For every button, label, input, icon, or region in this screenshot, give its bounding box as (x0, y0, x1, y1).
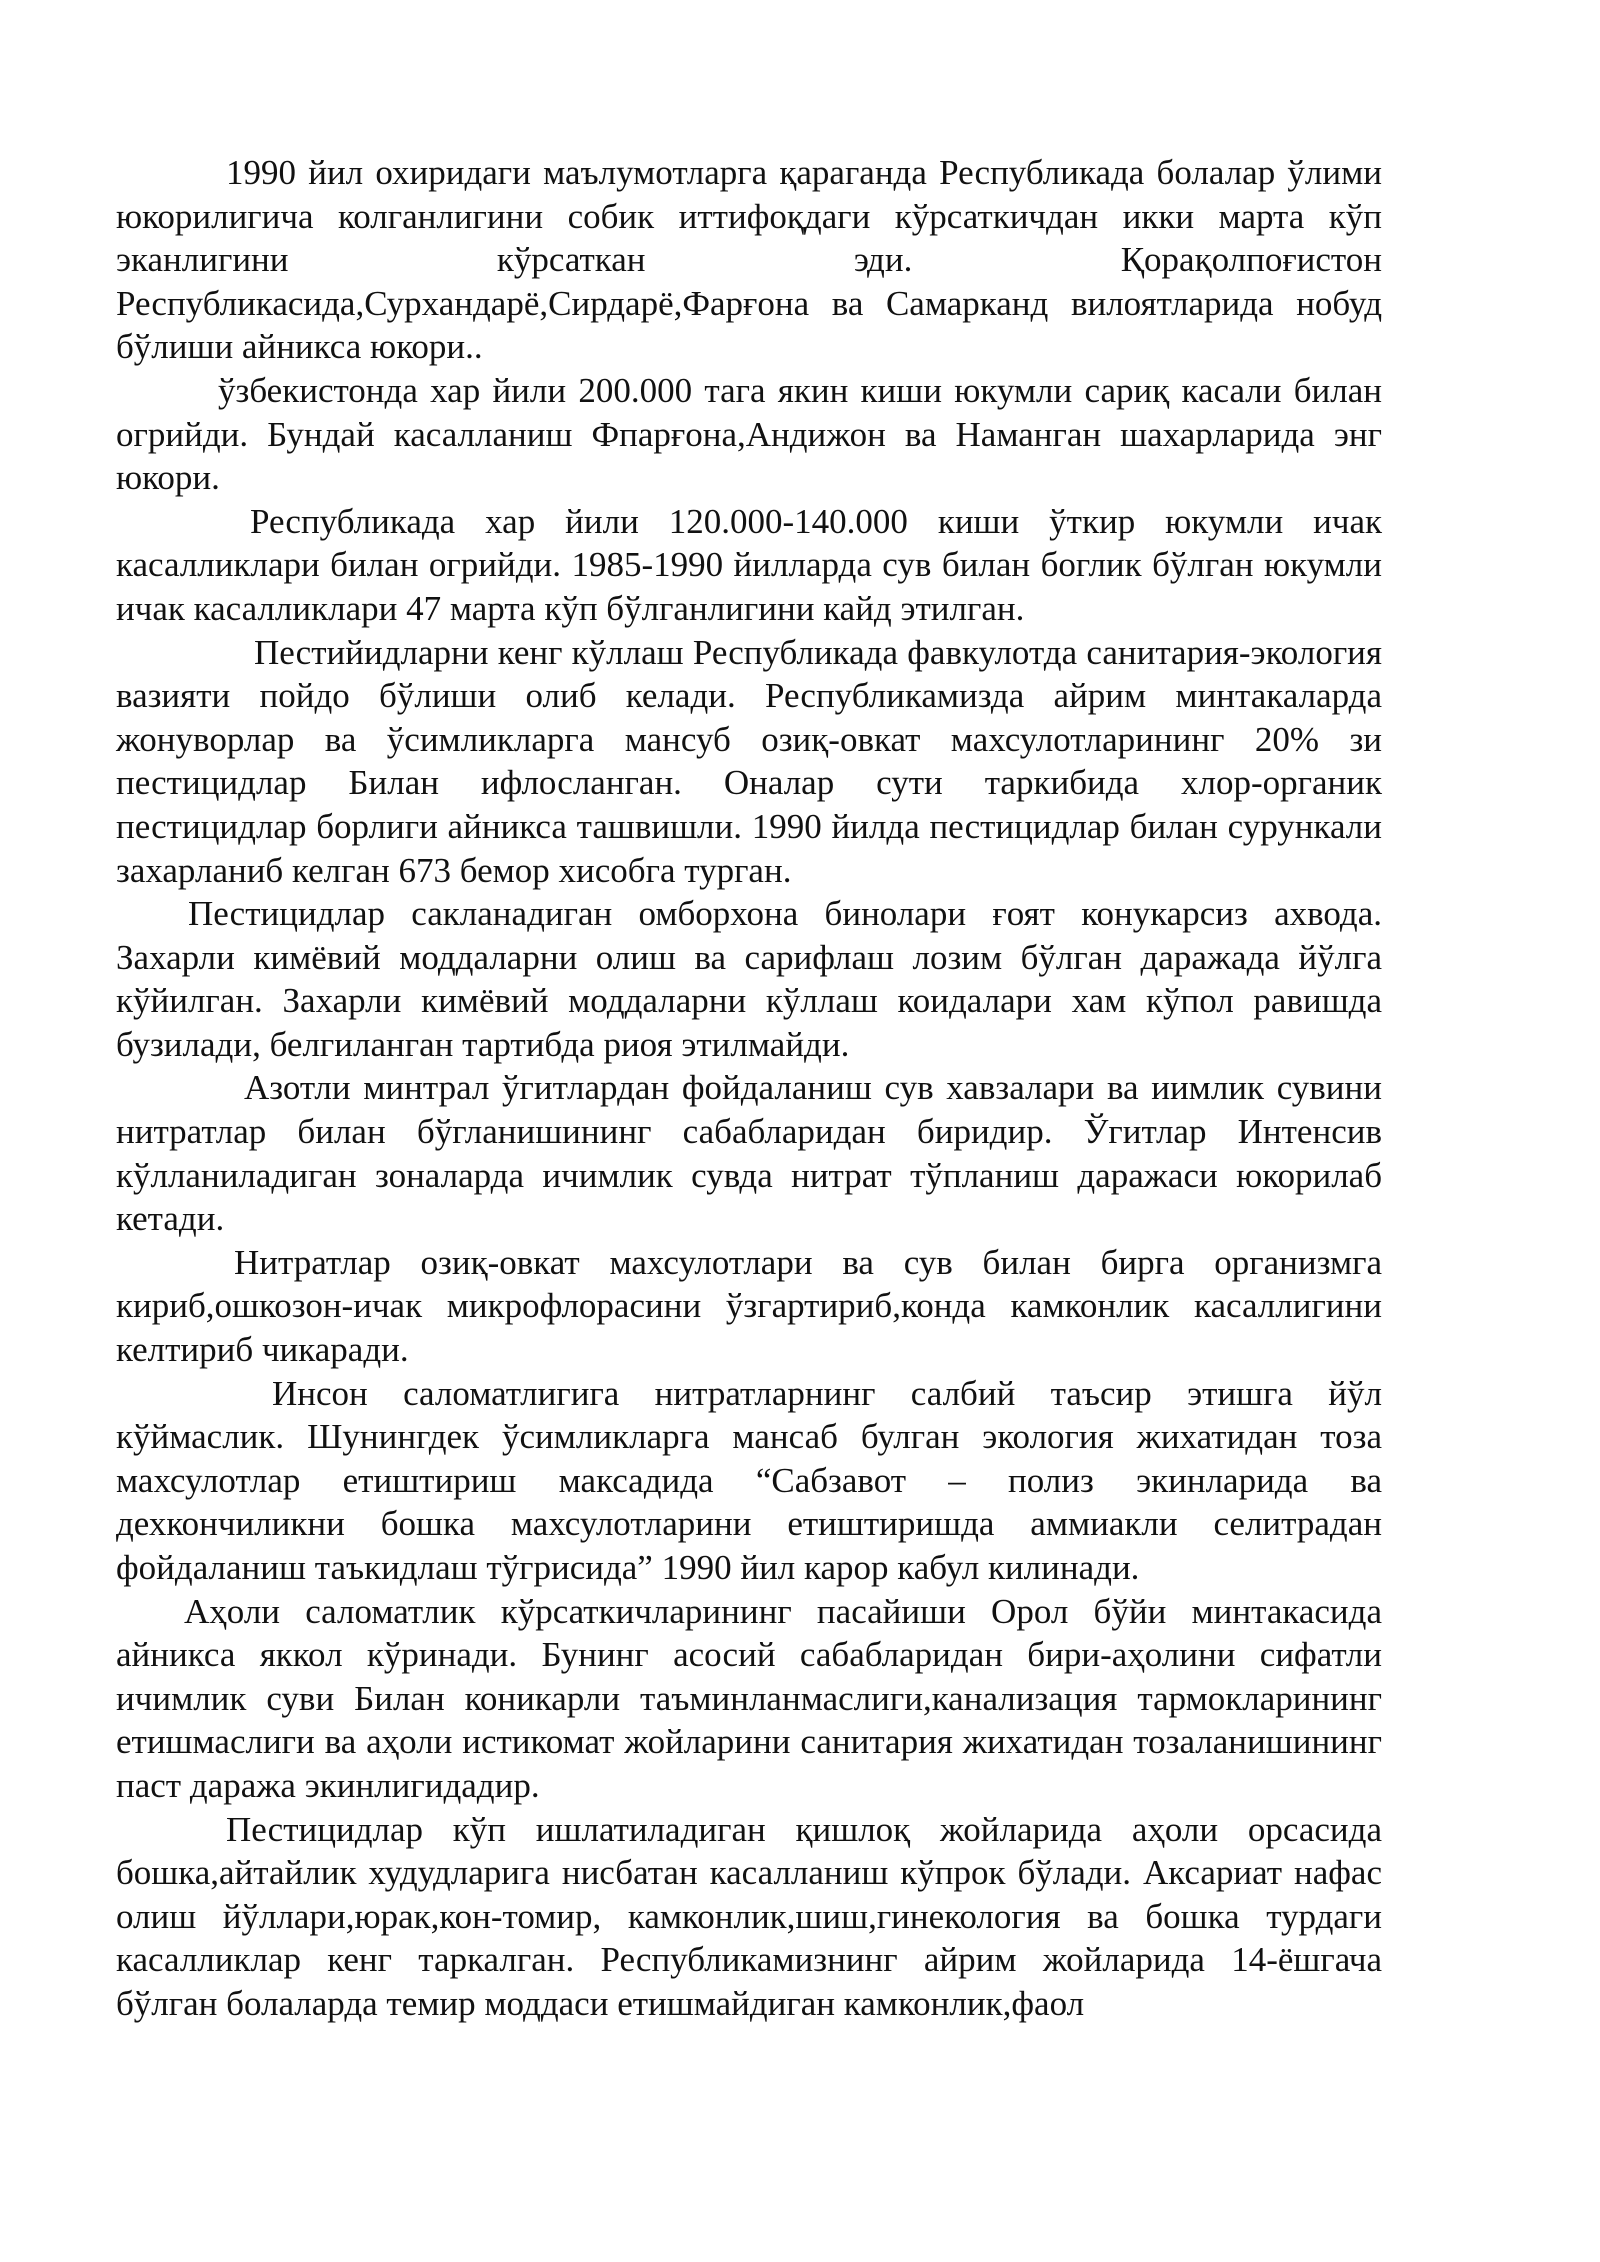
paragraph-9: Аҳоли саломатлик кўрсаткичларининг пасайиши Орол бўйи минтакасида айникса яккол кўринади. Бунинг асосий сабабларидан бири-аҳолини сифатли ичимлик суви Билан коникарли таъминланмаслиги,канализация тармокларининг етишмаслиги ва аҳоли истикомат жойларини санитария жихатидан тозаланишининг паст даража экинлигидадир. (116, 1591, 1382, 1805)
paragraph-10: Пестицидлар кўп ишлатиладиган қишлоқ жойларида аҳоли орсасида бошка,айтайлик худудларига нисбатан касалланиш кўпрок бўлади. Аксариат нафас олиш йўллари,юрак,кон-томир, камконлик,шиш,гинекология ва бошка турдаги касалликлар кенг таркалган. Республикамизнинг айрим жойларида 14-ёшгача бўлган болаларда темир моддаси етишмайдиган камконлик,фаол (116, 1809, 1382, 2023)
paragraph-6: Азотли минтрал ўгитлардан фойдаланиш сув хавзалари ва иимлик сувини нитратлар билан бўгланишининг сабабларидан биридир. Ўгитлар Интенсив кўлланиладиган зоналарда ичимлик сувда нитрат тўпланиш даражаси юкорилаб кетади. (116, 1068, 1382, 1239)
paragraph-4: Пестийидларни кенг кўллаш Республикада фавкулотда санитария-экология вазияти пойдо бўлиши олиб келади. Республикамизда айрим минтакаларда жонуворлар ва ўсимликларга мансуб озиқ-овкат махсулотларининг 20% зи пестицидлар Билан ифлосланган. Оналар сути таркибида хлор-органик пестицидлар борлиги айникса ташвишли. 1990 йилда пестицидлар билан сурункали захарланиб келган 673 бемор хисобга турган. (116, 632, 1382, 890)
paragraph-8: Инсон саломатлигига нитратларнинг салбий таъсир этишга йўл кўймаслик. Шунингдек ўсимликларга мансаб булган экология жихатидан тоза махсулотлар етиштириш максадида “Сабзавот – полиз экинларида ва дехкончиликни бошка махсулотларини етиштиришда аммиакли селитрадан фойдаланиш таъкидлаш тўгрисида” 1990 йил карор кабул килинади. (116, 1373, 1382, 1587)
document-page (116, 151, 1382, 2026)
paragraph-2: ўзбекистонда хар йили 200.000 тага якин киши юкумли сариқ касали билан огрийди. Бундай касалланиш Фпарғона,Андижон ва Наманган шахарларида энг юкори. (116, 370, 1382, 498)
paragraph-1: 1990 йил охиридаги маълумотларга қараганда Республикада болалар ўлими юкорилигича колганлигини собик иттифоқдаги кўрсаткичдан икки марта кўп эканлигини кўрсаткан эди. Қорақолпоғистон Республикасида,Сурхандарё,Сирдарё,Фарғона ва Самарканд вилоятларида нобуд бўлиши айникса юкори.. (116, 153, 1382, 367)
paragraph-5: Пестицидлар сакланадиган омборхона бинолари ғоят конукарсиз ахвода. Захарли кимёвий моддаларни олиш ва сарифлаш лозим бўлган даражада йўлга кўйилган. Захарли кимёвий моддаларни кўллаш коидалари хам кўпол равишда бузилади, белгиланган тартибда риоя этилмайди. (116, 894, 1382, 1064)
paragraph-3: Республикада хар йили 120.000-140.000 киши ўткир юкумли ичак касалликлари билан огрийди. 1985-1990 йилларда сув билан боглик бўлган юкумли ичак касалликлари 47 марта кўп бўлганлигини кайд этилган. (116, 501, 1382, 628)
paragraph-7: Нитратлар озиқ-овкат махсулотлари ва сув билан бирга организмга кириб,ошкозон-ичак микрофлорасини ўзгартириб,конда камконлик касаллигини келтириб чикаради. (116, 1242, 1382, 1370)
